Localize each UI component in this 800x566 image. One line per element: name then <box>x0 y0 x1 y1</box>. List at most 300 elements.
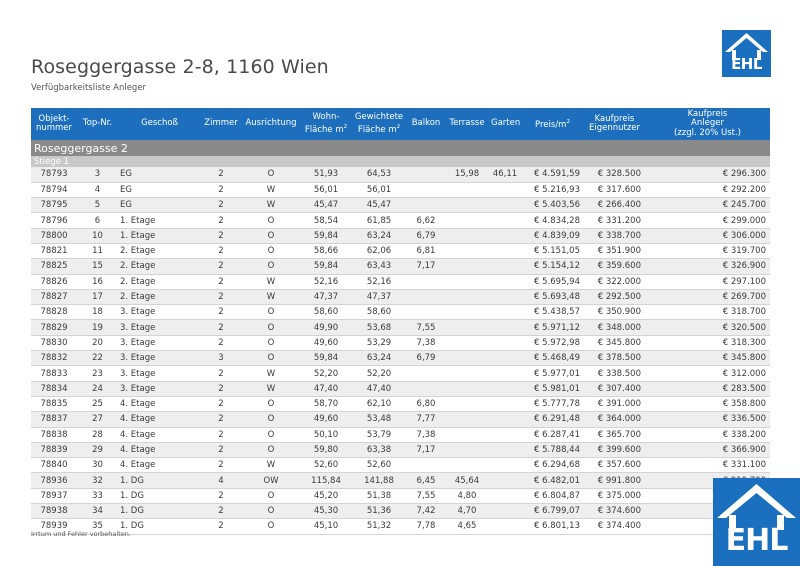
table-cell: € 5.403,56 <box>521 198 584 213</box>
group-label: Roseggergasse 2 <box>31 140 770 156</box>
table-cell <box>489 213 521 228</box>
table-cell: 2 <box>201 427 241 442</box>
table-cell: € 359.600 <box>584 259 645 274</box>
table-cell: 2. Etage <box>118 243 201 258</box>
table-cell: 32 <box>77 473 118 488</box>
table-cell: € 338.500 <box>584 366 645 381</box>
table-cell: 63,43 <box>351 259 407 274</box>
table-cell <box>445 213 489 228</box>
col-top-nr: Top-Nr. <box>77 108 118 140</box>
table-cell: 7,77 <box>407 412 445 427</box>
table-cell: 49,60 <box>301 335 351 350</box>
table-cell: 78938 <box>31 504 77 519</box>
table-cell: € 4.834,28 <box>521 213 584 228</box>
table-cell <box>489 351 521 366</box>
table-cell: € 5.216,93 <box>521 182 584 197</box>
table-cell: € 297.100 <box>645 274 770 289</box>
table-cell: OW <box>241 473 301 488</box>
table-cell: 56,01 <box>301 182 351 197</box>
table-cell: 2 <box>201 396 241 411</box>
table-cell: 52,60 <box>301 458 351 473</box>
table-cell: 78832 <box>31 351 77 366</box>
table-cell: € 345.800 <box>645 351 770 366</box>
table-cell: 78794 <box>31 182 77 197</box>
stiege-row <box>31 156 770 167</box>
table-cell: € 6.799,07 <box>521 504 584 519</box>
table-cell: € 5.693,48 <box>521 289 584 304</box>
table-cell <box>407 366 445 381</box>
table-row <box>31 167 770 182</box>
table-cell: 78795 <box>31 198 77 213</box>
table-cell: 2 <box>201 198 241 213</box>
table-cell: 35 <box>77 519 118 534</box>
table-cell: 3. Etage <box>118 366 201 381</box>
table-cell <box>489 396 521 411</box>
table-row <box>31 320 770 335</box>
table-cell: 47,40 <box>351 381 407 396</box>
table-body <box>31 167 770 534</box>
table-cell: € 350.900 <box>584 305 645 320</box>
table-cell <box>489 274 521 289</box>
table-cell: € 306.000 <box>645 228 770 243</box>
table-row <box>31 442 770 457</box>
col-wohnflaeche: Wohn- Fläche $m^2$ <box>301 108 351 140</box>
table-cell: W <box>241 458 301 473</box>
table-cell: 1. DG <box>118 488 201 503</box>
table-cell: 7,38 <box>407 335 445 350</box>
table-cell <box>445 351 489 366</box>
table-cell: 47,37 <box>301 289 351 304</box>
table-cell: € 322.000 <box>584 274 645 289</box>
table-cell <box>489 442 521 457</box>
col-zimmer: Zimmer <box>201 108 241 140</box>
table-cell: O <box>241 228 301 243</box>
table-cell: 58,54 <box>301 213 351 228</box>
table-cell: € 338.700 <box>584 228 645 243</box>
table-cell: 2 <box>201 167 241 182</box>
table-cell: € 326.900 <box>645 259 770 274</box>
table-cell: 59,84 <box>301 351 351 366</box>
table-cell <box>407 381 445 396</box>
table-cell: € 307.400 <box>584 381 645 396</box>
table-cell: 78837 <box>31 412 77 427</box>
table-cell: 6,81 <box>407 243 445 258</box>
table-cell: 2 <box>201 366 241 381</box>
table-cell: € 6.287,41 <box>521 427 584 442</box>
table-cell: 46,11 <box>489 167 521 182</box>
table-cell: O <box>241 305 301 320</box>
table-cell: 52,20 <box>351 366 407 381</box>
table-cell: 78838 <box>31 427 77 442</box>
table-cell <box>407 198 445 213</box>
table-cell: EG <box>118 167 201 182</box>
table-cell: 78829 <box>31 320 77 335</box>
ehl-logo-large <box>713 478 800 566</box>
table-cell: EG <box>118 182 201 197</box>
table-row <box>31 458 770 473</box>
table-cell: 51,32 <box>351 519 407 534</box>
table-cell <box>489 366 521 381</box>
table-cell: 45,20 <box>301 488 351 503</box>
col-geschoss: Geschoß <box>118 108 201 140</box>
table-cell: 59,84 <box>301 228 351 243</box>
table-cell: 53,79 <box>351 427 407 442</box>
table-cell: € 358.800 <box>645 396 770 411</box>
table-cell <box>407 274 445 289</box>
table-cell <box>489 488 521 503</box>
table-cell: 2 <box>201 488 241 503</box>
table-cell: 51,36 <box>351 504 407 519</box>
table-cell: 2 <box>201 213 241 228</box>
table-cell: 2 <box>201 504 241 519</box>
table-cell: € 5.972,98 <box>521 335 584 350</box>
table-cell: 3. Etage <box>118 320 201 335</box>
table-row <box>31 473 770 488</box>
table-cell: € 5.468,49 <box>521 351 584 366</box>
table-row <box>31 228 770 243</box>
table-cell: € 375.000 <box>584 488 645 503</box>
table-cell: 47,40 <box>301 381 351 396</box>
table-cell: 62,10 <box>351 396 407 411</box>
table-cell: € 5.438,57 <box>521 305 584 320</box>
table-cell: O <box>241 488 301 503</box>
table-cell: 58,70 <box>301 396 351 411</box>
table-cell: 2 <box>201 243 241 258</box>
table-cell: € 320.500 <box>645 320 770 335</box>
table-cell: 141,88 <box>351 473 407 488</box>
col-gewichtete-flaeche: Gewichtete Fläche $m^2$ <box>351 108 407 140</box>
table-cell: 78796 <box>31 213 77 228</box>
table-cell <box>489 381 521 396</box>
table-cell: 58,60 <box>351 305 407 320</box>
table-cell: € 345.800 <box>584 335 645 350</box>
table-cell: EG <box>118 198 201 213</box>
table-cell: O <box>241 351 301 366</box>
table-row <box>31 259 770 274</box>
table-cell: 78833 <box>31 366 77 381</box>
table-cell: € 5.977,01 <box>521 366 584 381</box>
table-cell: 78825 <box>31 259 77 274</box>
table-cell <box>445 366 489 381</box>
table-cell: 6 <box>77 213 118 228</box>
table-cell: O <box>241 213 301 228</box>
table-cell: € 318.700 <box>645 305 770 320</box>
table-cell <box>445 228 489 243</box>
table-cell: 2. Etage <box>118 259 201 274</box>
table-cell: 6,80 <box>407 396 445 411</box>
table-header-row <box>31 108 770 140</box>
table-cell: 2. Etage <box>118 274 201 289</box>
table-cell: W <box>241 381 301 396</box>
table-cell: 78828 <box>31 305 77 320</box>
table-cell: 7,55 <box>407 488 445 503</box>
table-cell: 45,64 <box>445 473 489 488</box>
table-cell: € 4.839,09 <box>521 228 584 243</box>
table-cell: W <box>241 198 301 213</box>
table-cell: O <box>241 167 301 182</box>
table-cell <box>489 305 521 320</box>
table-cell: 3. Etage <box>118 335 201 350</box>
table-cell: € 991.800 <box>584 473 645 488</box>
col-terrasse: Terrasse <box>445 108 489 140</box>
table-cell: 2 <box>201 335 241 350</box>
table-cell: € 317.600 <box>584 182 645 197</box>
table-cell <box>445 243 489 258</box>
table-cell: € 399.600 <box>584 442 645 457</box>
table-cell: 4. Etage <box>118 412 201 427</box>
table-cell: € 328.500 <box>584 167 645 182</box>
table-cell: € 5.154,12 <box>521 259 584 274</box>
table-cell: € 364.000 <box>584 412 645 427</box>
table-cell: 18 <box>77 305 118 320</box>
table-cell: € 4.591,59 <box>521 167 584 182</box>
table-cell: 78834 <box>31 381 77 396</box>
table-cell: 2 <box>201 228 241 243</box>
table-cell: 78835 <box>31 396 77 411</box>
table-cell: 59,84 <box>301 259 351 274</box>
table-cell: 2 <box>201 519 241 534</box>
table-cell: 2 <box>201 412 241 427</box>
logo-text-large: EHL <box>725 523 788 558</box>
table-row <box>31 335 770 350</box>
table-cell: € 6.294,68 <box>521 458 584 473</box>
table-cell: 1. DG <box>118 504 201 519</box>
table-cell: 47,37 <box>351 289 407 304</box>
table-cell: 62,06 <box>351 243 407 258</box>
table-row <box>31 274 770 289</box>
table-cell: € 5.151,05 <box>521 243 584 258</box>
table-cell: 78839 <box>31 442 77 457</box>
table-cell: 20 <box>77 335 118 350</box>
table-cell: 78939 <box>31 519 77 534</box>
page-title: Roseggergasse 2-8, 1160 Wien <box>31 56 329 78</box>
table-cell: 7,78 <box>407 519 445 534</box>
table-cell <box>489 289 521 304</box>
ehl-logo <box>722 30 771 77</box>
table-cell: 34 <box>77 504 118 519</box>
table-cell: 51,93 <box>301 167 351 182</box>
table-cell: 58,66 <box>301 243 351 258</box>
table-cell: 59,80 <box>301 442 351 457</box>
stiege-label: Stiege 1 <box>31 156 770 167</box>
table-cell: € 378.500 <box>584 351 645 366</box>
table-cell <box>489 412 521 427</box>
table-cell: 7,55 <box>407 320 445 335</box>
table-cell: 1. DG <box>118 473 201 488</box>
table-cell: 63,24 <box>351 351 407 366</box>
table-row <box>31 182 770 197</box>
table-cell <box>445 335 489 350</box>
table-cell <box>407 458 445 473</box>
table-cell: € 319.700 <box>645 243 770 258</box>
table-row <box>31 366 770 381</box>
table-cell: 78826 <box>31 274 77 289</box>
table-row <box>31 396 770 411</box>
table-cell: 2 <box>201 182 241 197</box>
table-cell: 58,60 <box>301 305 351 320</box>
table-cell: 7,38 <box>407 427 445 442</box>
col-garten: Garten <box>489 108 521 140</box>
table-cell: 4 <box>77 182 118 197</box>
table-cell: € 357.600 <box>584 458 645 473</box>
table-cell: € 283.500 <box>645 381 770 396</box>
table-cell: 3 <box>77 167 118 182</box>
table-row <box>31 243 770 258</box>
table-cell: W <box>241 289 301 304</box>
table-cell <box>445 381 489 396</box>
table-cell: 6,79 <box>407 351 445 366</box>
table-cell <box>489 243 521 258</box>
table-cell: € 6.801,13 <box>521 519 584 534</box>
table-cell: € 336.500 <box>645 412 770 427</box>
table-cell: 15,98 <box>445 167 489 182</box>
table-cell <box>445 289 489 304</box>
table-cell: 50,10 <box>301 427 351 442</box>
table-cell <box>489 473 521 488</box>
table-cell: O <box>241 442 301 457</box>
table-cell <box>445 182 489 197</box>
col-objektnummer: Objekt- nummer <box>31 108 77 140</box>
table-cell: 2 <box>201 289 241 304</box>
table-cell <box>445 427 489 442</box>
table-cell: 49,60 <box>301 412 351 427</box>
table-cell <box>445 412 489 427</box>
table-cell: 2 <box>201 442 241 457</box>
table-cell: 45,47 <box>301 198 351 213</box>
table-cell <box>445 259 489 274</box>
table-cell: 64,53 <box>351 167 407 182</box>
table-cell: O <box>241 396 301 411</box>
table-cell: 2 <box>201 320 241 335</box>
table-cell: O <box>241 427 301 442</box>
table-cell: € 299.000 <box>645 213 770 228</box>
table-cell <box>407 289 445 304</box>
table-cell: € 6.482,01 <box>521 473 584 488</box>
table-cell: 28 <box>77 427 118 442</box>
table-cell: € 269.700 <box>645 289 770 304</box>
table-row <box>31 412 770 427</box>
table-cell: 51,38 <box>351 488 407 503</box>
col-preis-m2: Preis/$m^2$ <box>521 108 584 140</box>
table-cell: 4. Etage <box>118 396 201 411</box>
table-cell: € 331.200 <box>584 213 645 228</box>
table-cell: € 5.788,44 <box>521 442 584 457</box>
table-cell: 4,80 <box>445 488 489 503</box>
table-cell: € 331.100 <box>645 458 770 473</box>
table-cell: 4,70 <box>445 504 489 519</box>
table-row <box>31 351 770 366</box>
table-cell: 4. Etage <box>118 442 201 457</box>
table-cell <box>445 274 489 289</box>
table-cell: 6,62 <box>407 213 445 228</box>
table-cell: 45,30 <box>301 504 351 519</box>
table-cell <box>407 182 445 197</box>
table-cell: 45,10 <box>301 519 351 534</box>
table-cell: 1. Etage <box>118 213 201 228</box>
table-cell <box>445 305 489 320</box>
table-cell: 6,79 <box>407 228 445 243</box>
table-cell: 78937 <box>31 488 77 503</box>
table-cell: € 348.000 <box>584 320 645 335</box>
table-cell: O <box>241 504 301 519</box>
table-cell: 52,60 <box>351 458 407 473</box>
table-cell: € 391.000 <box>584 396 645 411</box>
table-cell: € 351.900 <box>584 243 645 258</box>
table-cell <box>489 427 521 442</box>
table-cell: 4. Etage <box>118 458 201 473</box>
table-cell: 52,20 <box>301 366 351 381</box>
table-cell: € 5.971,12 <box>521 320 584 335</box>
table-cell: 78800 <box>31 228 77 243</box>
table-cell: 24 <box>77 381 118 396</box>
table-row <box>31 427 770 442</box>
table-cell <box>445 458 489 473</box>
group-row <box>31 140 770 156</box>
table-row <box>31 305 770 320</box>
table-cell: 19 <box>77 320 118 335</box>
disclaimer-note: Irrtum und Fehler vorbehalten. <box>31 530 131 538</box>
table-cell: 6,45 <box>407 473 445 488</box>
table-cell: 49,90 <box>301 320 351 335</box>
table-cell: 3. Etage <box>118 351 201 366</box>
table-cell: 30 <box>77 458 118 473</box>
table-row <box>31 488 770 503</box>
table-cell: 7,17 <box>407 442 445 457</box>
table-cell <box>489 320 521 335</box>
table-cell: 29 <box>77 442 118 457</box>
table-cell: 52,16 <box>351 274 407 289</box>
table-cell <box>445 442 489 457</box>
table-cell: € 374.600 <box>584 504 645 519</box>
table-cell: € 6.291,48 <box>521 412 584 427</box>
table-cell <box>407 167 445 182</box>
table-cell: 27 <box>77 412 118 427</box>
table-cell <box>445 320 489 335</box>
table-cell: 22 <box>77 351 118 366</box>
table-cell: 7,17 <box>407 259 445 274</box>
table-cell: O <box>241 412 301 427</box>
table-cell: 78936 <box>31 473 77 488</box>
page-subtitle: Verfügbarkeitsliste Anleger <box>31 83 147 93</box>
table-cell: 1. Etage <box>118 228 201 243</box>
table-cell <box>489 228 521 243</box>
table-cell: 78793 <box>31 167 77 182</box>
col-kaufpreis-anleger: Kaufpreis Anleger (zzgl. 20% Ust.) <box>645 108 770 140</box>
table-cell: 53,29 <box>351 335 407 350</box>
table-cell: 45,47 <box>351 198 407 213</box>
table-row <box>31 213 770 228</box>
table-cell: O <box>241 259 301 274</box>
logo-text: EHL <box>731 55 762 73</box>
availability-table <box>31 108 770 535</box>
table-cell: 53,48 <box>351 412 407 427</box>
table-cell: 63,24 <box>351 228 407 243</box>
table-cell <box>489 519 521 534</box>
table-cell: 2 <box>201 274 241 289</box>
table-cell: € 374.400 <box>584 519 645 534</box>
table-cell: W <box>241 366 301 381</box>
table-cell: O <box>241 519 301 534</box>
table-cell: 3. Etage <box>118 381 201 396</box>
col-kaufpreis-eigennutzer: Kaufpreis Eigennutzer <box>584 108 645 140</box>
table-cell: € 292.500 <box>584 289 645 304</box>
table-cell: € 245.700 <box>645 198 770 213</box>
table-cell: 33 <box>77 488 118 503</box>
table-cell: O <box>241 243 301 258</box>
table-cell: 10 <box>77 228 118 243</box>
table-cell: 4. Etage <box>118 427 201 442</box>
table-cell: 25 <box>77 396 118 411</box>
